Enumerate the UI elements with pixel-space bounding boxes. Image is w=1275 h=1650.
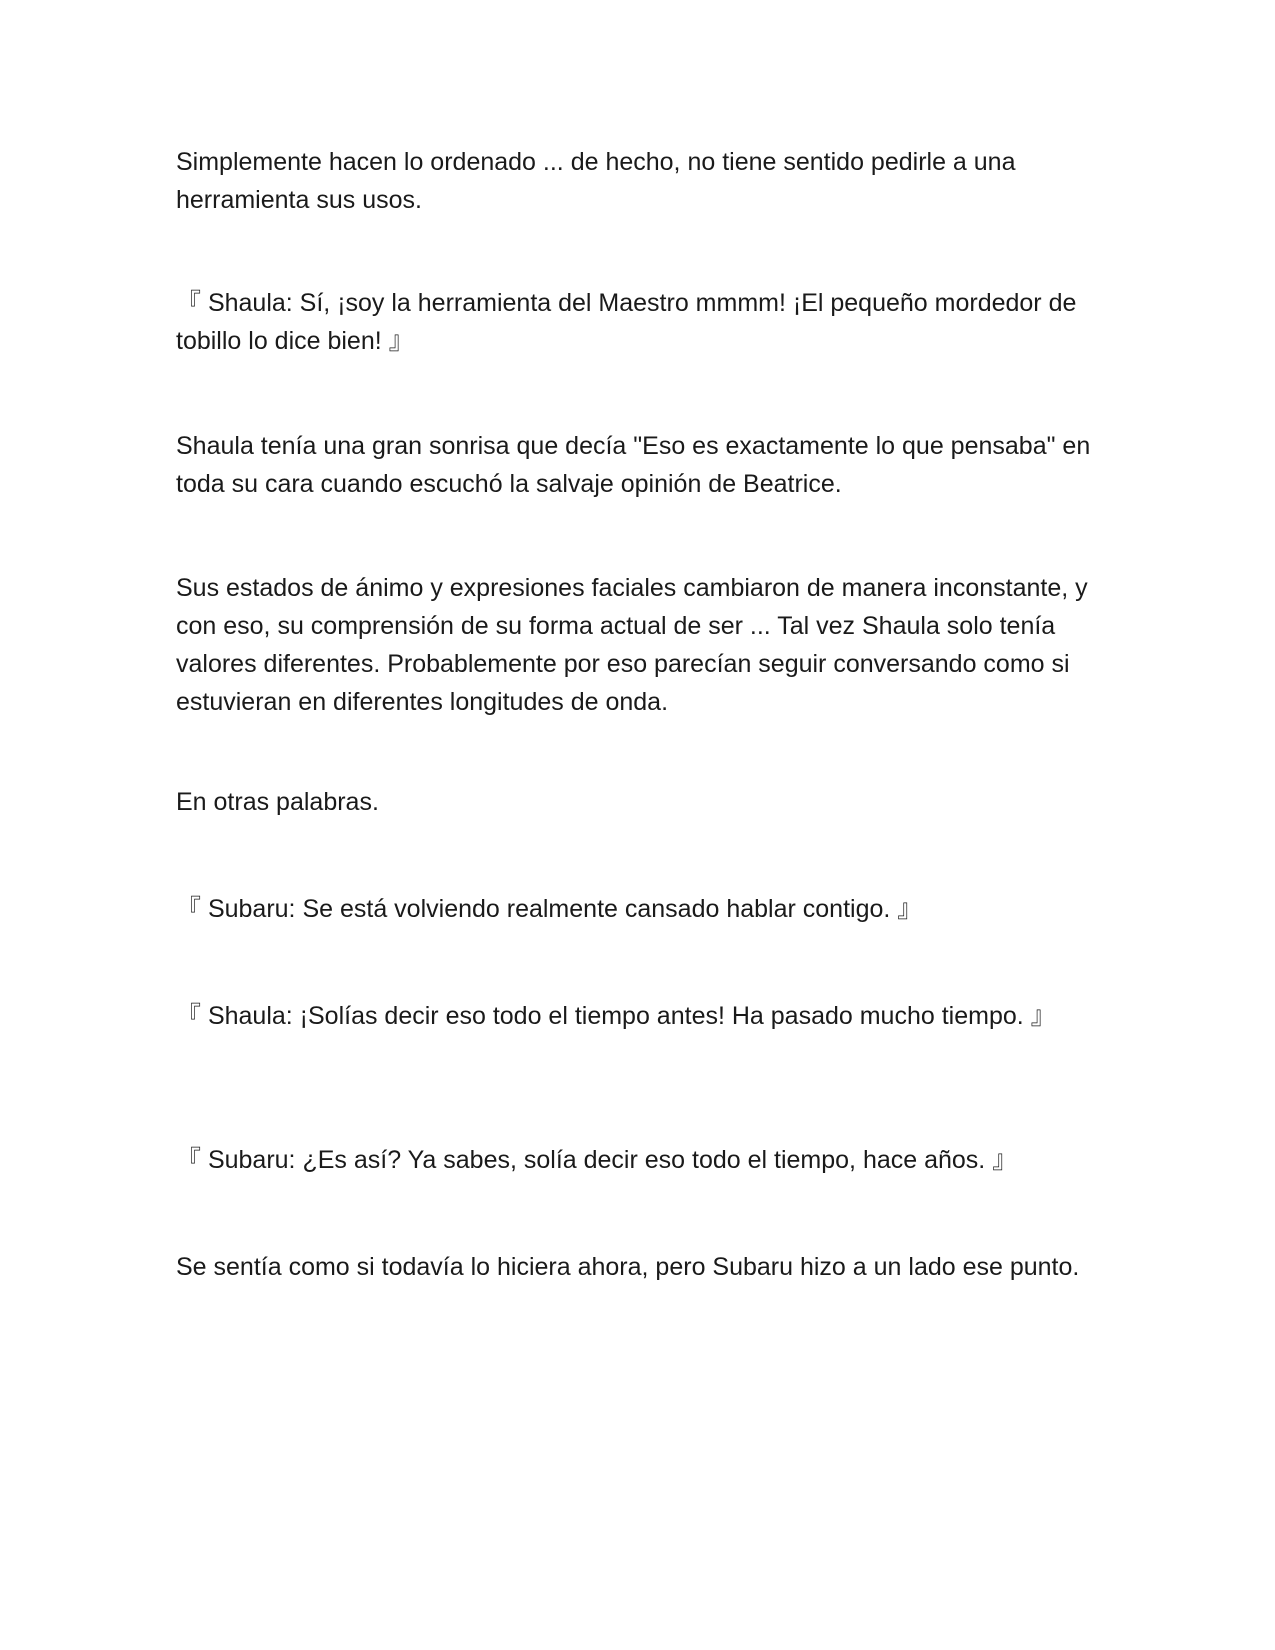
dialogue-shaula-2: 『 Shaula: ¡Solías decir eso todo el tiempo antes! Ha pasado mucho tiempo. 』 xyxy=(176,1002,1056,1030)
paragraph-4: En otras palabras. xyxy=(176,788,379,816)
dialogue-shaula-1: 『 Shaula: Sí, ¡soy la herramienta del Maestro mmmm! ¡El pequeño mordedor de tobillo lo dice bien! 』 xyxy=(176,289,1077,355)
dialogue-subaru-2: 『 Subaru: ¿Es así? Ya sabes, solía decir eso todo el tiempo, hace años. 』 xyxy=(176,1146,1018,1174)
paragraph-1: Simplemente hacen lo ordenado ... de hecho, no tiene sentido pedirle a una herramienta sus usos. xyxy=(176,148,1016,214)
paragraph-5: Se sentía como si todavía lo hiciera ahora, pero Subaru hizo a un lado ese punto. xyxy=(176,1253,1080,1281)
dialogue-subaru-1: 『 Subaru: Se está volviendo realmente cansado hablar contigo. 』 xyxy=(176,895,923,923)
paragraph-2: Shaula tenía una gran sonrisa que decía "Eso es exactamente lo que pensaba" en toda su cara cuando escuchó la salvaje opinión de Beatrice. xyxy=(176,432,1091,498)
paragraph-3: Sus estados de ánimo y expresiones faciales cambiaron de manera inconstante, y con eso, su comprensión de su forma actual de ser ... Tal vez Shaula solo tenía valores diferentes. Probablemente por eso parecían seguir conversando como si estuvieran en diferentes longitudes de onda. xyxy=(176,574,1088,716)
